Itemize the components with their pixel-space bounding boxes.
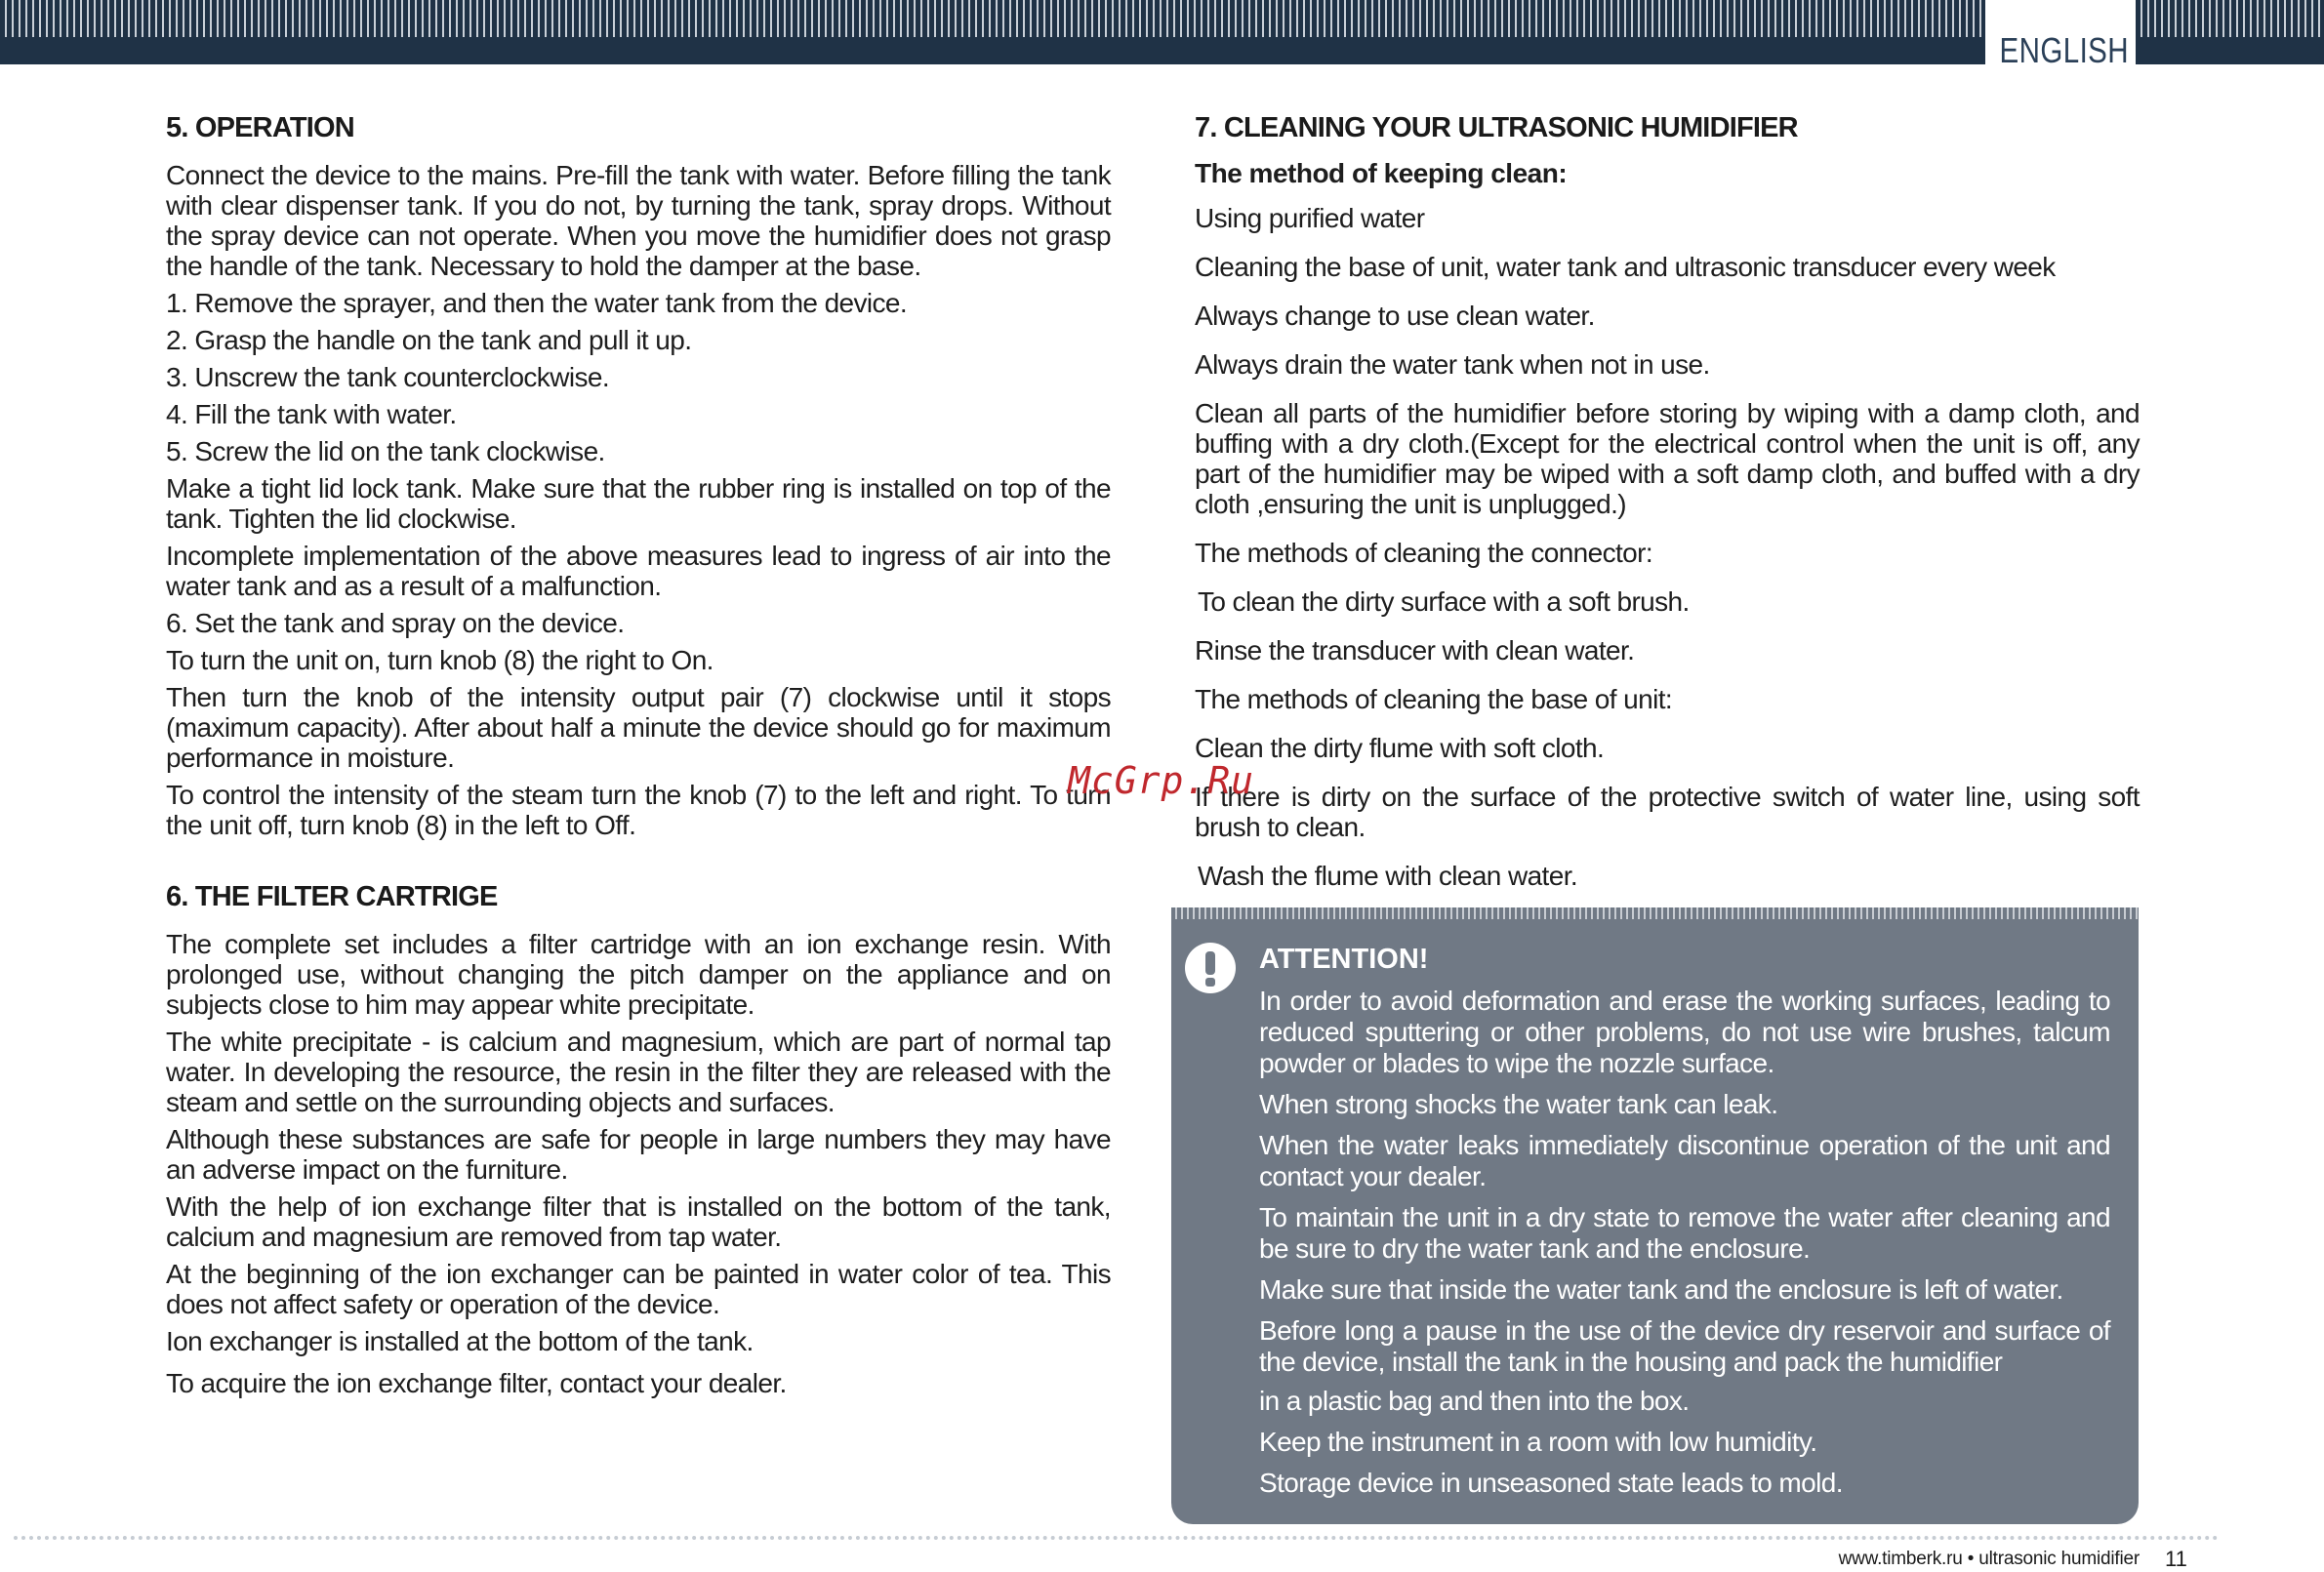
operation-step: 4. Fill the tank with water.: [166, 399, 457, 429]
attention-stripe: [1171, 907, 2139, 919]
operation-step: 2. Grasp the handle on the tank and pull it up.: [166, 325, 692, 355]
attention-item: Make sure that inside the water tank and the enclosure is left of water.: [1259, 1274, 2063, 1305]
filter-paragraph: To acquire the ion exchange filter, contact your dealer.: [166, 1368, 787, 1398]
operation-step: 1. Remove the sprayer, and then the water tank from the device.: [166, 288, 908, 318]
footer-divider: [14, 1536, 2220, 1540]
attention-item: Before long a pause in the use of the device dry reservoir and surface of the device, install the tank in the housing and pack the humidifier: [1259, 1315, 2110, 1377]
cleaning-lead: The method of keeping clean:: [1195, 158, 1568, 188]
cleaning-item: Clean the dirty flume with soft cloth.: [1195, 733, 1605, 763]
filter-paragraph: Ion exchanger is installed at the bottom of the tank.: [166, 1326, 754, 1356]
watermark: McGrp.Ru: [1068, 759, 1255, 802]
cleaning-item: Using purified water: [1195, 203, 1425, 233]
operation-step: 6. Set the tank and spray on the device.: [166, 608, 625, 638]
attention-item: Keep the instrument in a room with low humidity.: [1259, 1427, 1817, 1457]
filter-heading: 6. THE FILTER CARTRIGE: [166, 881, 498, 912]
cleaning-item: The methods of cleaning the connector:: [1195, 538, 1653, 568]
operation-paragraph: To turn the unit on, turn knob (8) the right to On.: [166, 645, 714, 675]
operation-paragraph: To control the intensity of the steam turn the knob (7) to the left and right. To turn the unit off, turn knob (8) in the left to Off.: [166, 780, 1111, 840]
attention-item: To maintain the unit in a dry state to remove the water after cleaning and be sure to dry the water tank and the enclosure.: [1259, 1202, 2110, 1264]
cleaning-item: Always change to use clean water.: [1195, 301, 1595, 331]
operation-paragraph: Then turn the knob of the intensity output pair (7) clockwise until it stops (maximum capacity). After about half a minute the device should go for maximum performance in moisture.: [166, 682, 1111, 773]
filter-paragraph: At the beginning of the ion exchanger can be painted in water color of tea. This does not affect safety or operation of the device.: [166, 1259, 1111, 1319]
cleaning-heading: 7. CLEANING YOUR ULTRASONIC HUMIDIFIER: [1195, 112, 1798, 143]
footer-site[interactable]: www.timberk.ru • ultrasonic humidifier: [1838, 1549, 2140, 1569]
operation-paragraph: Connect the device to the mains. Pre-fill the tank with water. Before filling the tank with clear dispenser tank. If you do not, by turning the tank, spray drops. Without the spray device can not operate. When you move the humidifier does not grasp the handle of the tank. Necessary to hold the damper at the base.: [166, 160, 1111, 281]
header-stripes-right: [2136, 0, 2324, 37]
filter-paragraph: The complete set includes a filter cartridge with an ion exchange resin. With prolonged use, without changing the pitch damper on the appliance and on subjects close to him may appear white precipitate.: [166, 929, 1111, 1020]
language-tab: ENGLISH: [1985, 0, 2136, 70]
page-number: 11: [2165, 1547, 2187, 1571]
operation-paragraph: Incomplete implementation of the above measures lead to ingress of air into the water tank and as a result of a malfunction.: [166, 541, 1111, 601]
exclamation-icon: [1185, 943, 1236, 993]
header-bar: [0, 0, 2324, 70]
cleaning-item: Always drain the water tank when not in use.: [1195, 349, 1710, 380]
right-column: [1195, 105, 2140, 909]
attention-item: in a plastic bag and then into the box.: [1259, 1386, 1690, 1416]
cleaning-item: Clean all parts of the humidifier before storing by wiping with a damp cloth, and buffing with a dry cloth.(Except for the electrical control when the unit is off, any part of the humidifier may be wiped with a soft damp cloth, and buffed with a dry cloth ,ensuring the unit is unplugged.): [1195, 398, 2140, 519]
operation-step: 5. Screw the lid on the tank clockwise.: [166, 436, 605, 466]
filter-paragraph: The white precipitate - is calcium and magnesium, which are part of normal tap water. In developing the resource, the resin in the filter they are released with the steam and settle on the surrounding objects and surfaces.: [166, 1027, 1111, 1117]
attention-box: [1171, 907, 2139, 1524]
operation-step: 3. Unscrew the tank counterclockwise.: [166, 362, 610, 392]
operation-paragraph: Make a tight lid lock tank. Make sure that the rubber ring is installed on top of the tank. Tighten the lid clockwise.: [166, 473, 1111, 534]
attention-content: [1259, 943, 2110, 1509]
filter-paragraph: With the help of ion exchange filter that is installed on the bottom of the tank, calcium and magnesium are removed from tap water.: [166, 1191, 1111, 1252]
attention-item: In order to avoid deformation and erase the working surfaces, leading to reduced sputtering or other problems, do not use wire brushes, talcum powder or blades to wipe the nozzle surface.: [1259, 986, 2110, 1078]
cleaning-item: Cleaning the base of unit, water tank and ultrasonic transducer every week: [1195, 252, 2056, 282]
attention-title: ATTENTION!: [1259, 944, 1429, 975]
left-column: [166, 105, 1111, 1405]
cleaning-item: To clean the dirty surface with a soft brush.: [1198, 586, 1690, 617]
cleaning-item: Rinse the transducer with clean water.: [1195, 635, 1635, 665]
cleaning-item: Wash the flume with clean water.: [1198, 861, 1578, 891]
operation-heading: 5. OPERATION: [166, 112, 354, 143]
cleaning-item: If there is dirty on the surface of the protective switch of water line, using soft brush to clean.: [1195, 782, 2140, 842]
attention-item: Storage device in unseasoned state leads to mold.: [1259, 1468, 1843, 1498]
attention-item: When strong shocks the water tank can leak.: [1259, 1089, 1778, 1119]
header-stripes: [0, 0, 1985, 37]
cleaning-item: The methods of cleaning the base of unit:: [1195, 684, 1673, 714]
filter-paragraph: Although these substances are safe for people in large numbers they may have an adverse impact on the furniture.: [166, 1124, 1111, 1185]
attention-item: When the water leaks immediately discontinue operation of the unit and contact your dealer.: [1259, 1130, 2110, 1191]
